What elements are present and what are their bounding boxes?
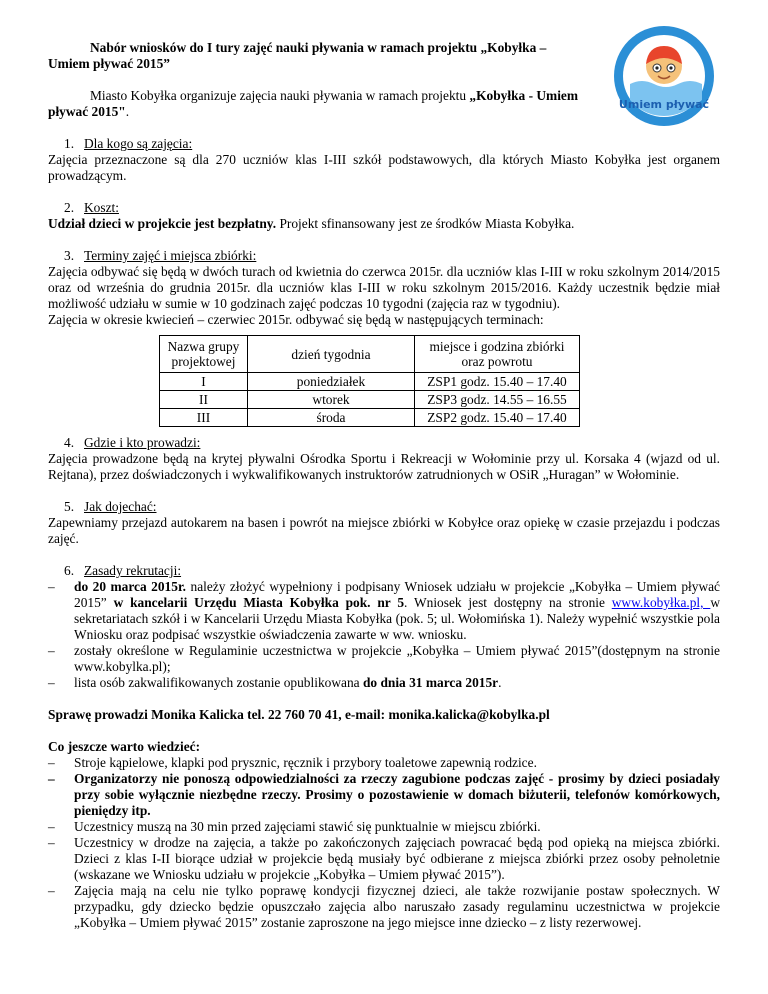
logo-text: Umiem pływać [618, 98, 710, 111]
document-body [48, 40, 720, 931]
extra-item-2: Organizatorzy nie ponoszą odpowiedzialności za rzeczy zagubione podczas zajęć - prosimy by dzieci posiadały przy sobie wyłącznie niezbędne rzeczy. Prosimy o pozostawienie w domach biżuterii, telefonów komórkowych, pieniędzy itp. [74, 771, 720, 818]
list-item [48, 883, 720, 931]
list-publication-tail: . [498, 675, 502, 690]
section-2-label: Koszt: [84, 200, 119, 215]
schedule-header-group: Nazwa grupy projektowej [160, 336, 248, 373]
section-3-body2: Zajęcia w okresie kwiecień – czerwiec 2015r. odbywać się będą w następujących terminach: [48, 312, 544, 327]
heading-line2: Umiem pływać 2015” [48, 56, 170, 71]
schedule-header-day: dzień tygodnia [248, 336, 415, 373]
section-1-label: Dla kogo są zajęcia: [84, 136, 193, 151]
table-row [160, 409, 580, 427]
section-4-label: Gdzie i kto prowadzi: [84, 435, 201, 450]
section-2-text: Projekt sfinansowany jest ze środków Miasta Kobyłka. [276, 216, 575, 231]
list-item [48, 755, 720, 771]
dash-bullet: – [48, 835, 55, 850]
schedule-cell-group: III [160, 409, 248, 427]
section-4-number: 4. [64, 435, 75, 450]
section-3-number: 3. [64, 248, 75, 263]
recruitment-text-2: . Wniosek jest dostępny na stronie [404, 595, 612, 610]
contact-line: Sprawę prowadzi Monika Kalicka tel. 22 760 70 41, e-mail: monika.kalicka@kobylka.pl [48, 707, 550, 722]
dash-bullet: – [48, 771, 55, 786]
dash-bullet: – [48, 883, 55, 898]
section-5-title [64, 499, 720, 515]
section-2-title [64, 200, 720, 216]
dash-bullet: – [48, 675, 55, 690]
deadline-bold: do 20 marca 2015r. [74, 579, 187, 594]
section-1-body: Zajęcia przeznaczone są dla 270 uczniów klas I-III szkół podstawowych, dla których Miasto Kobyłka jest organem prowadzącym. [48, 152, 720, 183]
intro-project-name-2: pływać 2015" [48, 104, 126, 119]
schedule-cell-group: II [160, 391, 248, 409]
section-2-number: 2. [64, 200, 75, 215]
intro-paragraph [48, 88, 720, 104]
schedule-cell-group: I [160, 373, 248, 391]
schedule-cell-place: ZSP3 godz. 14.55 – 16.55 [415, 391, 580, 409]
schedule-cell-place: ZSP2 godz. 15.40 – 17.40 [415, 409, 580, 427]
section-6-number: 6. [64, 563, 75, 578]
section-6-label: Zasady rekrutacji: [84, 563, 182, 578]
extra-item-1: Stroje kąpielowe, klapki pod prysznic, ręcznik i przybory toaletowe zapewnią rodzice. [74, 755, 537, 770]
list-publication-text: lista osób zakwalifikowanych zostanie opublikowana [74, 675, 363, 690]
schedule-cell-day: środa [248, 409, 415, 427]
office-bold: w kancelarii Urzędu Miasta Kobyłka pok. nr 5 [113, 595, 405, 610]
list-item [48, 819, 720, 835]
recruitment-text-1: należy złożyć wypełniony i podpisany Wniosek udziału w projekcie „Kobyłka – Umiem pływać 2015” [74, 579, 720, 610]
extra-item-4: Uczestnicy w drodze na zajęcia, a także po zakończonych zajęciach powracać będą pod opieką na miejsca zbiórki. Dzieci z klas I-II biorące udział w projekcie będą musiały być odbierane z miejsca zbiórki przez osoby pełnoletnie (wskazane we Wniosku udziału w projekcie „Kobyłka – Umiem pływać 2015”). [74, 835, 720, 882]
section-1-number: 1. [64, 136, 75, 151]
list-item [48, 579, 720, 643]
schedule-header-row [160, 336, 580, 373]
schedule-header-place: miejsce i godzina zbiórki oraz powrotu [415, 336, 580, 373]
list-item [48, 675, 720, 691]
section-2-body [48, 216, 720, 232]
kobylka-website-link[interactable]: www.kobyłka.pl, [611, 595, 711, 610]
section-5-body: Zapewniamy przejazd autokarem na basen i powrót na miejsce zbiórki w Kobyłce oraz opiekę w czasie przejazdu i podczas zajęć. [48, 515, 720, 546]
section-3-body: Zajęcia odbywać się będą w dwóch turach od kwietnia do czerwca 2015r. dla uczniów klas I-III w roku szkolnym 2014/2015 oraz od września do grudnia 2015r. dla uczniów klas I-III w roku szkolnym 2015/2016. Każdy uczestnik będzie miał możliwość udziału w sumie w 10 godzinach zajęć podczas 10 tygodni (zajęcia raz w tygodniu). [48, 264, 720, 311]
recruitment-list [48, 579, 720, 691]
intro-project-name: „Kobyłka - Umiem [469, 88, 579, 103]
extra-info-title: Co jeszcze warto wiedzieć: [48, 739, 201, 754]
section-5-number: 5. [64, 499, 75, 514]
section-3-label: Terminy zajęć i miejsca zbiórki: [84, 248, 257, 263]
section-1-title [64, 136, 720, 152]
section-6-title [64, 563, 720, 579]
intro-text: Miasto Kobyłka organizuje zajęcia nauki pływania w ramach projektu [90, 88, 470, 103]
dash-bullet: – [48, 755, 55, 770]
list-item [48, 771, 720, 819]
rules-text: zostały określone w Regulaminie uczestnictwa w projekcie „Kobyłka – Umiem pływać 2015”(dostępnym na stronie www.kobylka.pl); [74, 643, 720, 674]
table-row [160, 373, 580, 391]
section-2-bold: Udział dzieci w projekcie jest bezpłatny. [48, 216, 277, 231]
dash-bullet: – [48, 643, 55, 658]
section-3-title [64, 248, 720, 264]
list-item [48, 835, 720, 883]
extra-info-list [48, 755, 720, 931]
section-5-label: Jak dojechać: [84, 499, 157, 514]
list-item [48, 643, 720, 675]
schedule-table [159, 335, 580, 427]
intro-tail: . [125, 104, 130, 119]
dash-bullet: – [48, 579, 55, 594]
section-4-body: Zajęcia prowadzone będą na krytej pływalni Ośrodka Sportu i Rekreacji w Wołominie przy ul. Korsaka 4 (wjazd od ul. Rejtana), przez doświadczonych i wykwalifikowanych instruktorów zatrudnionych w OSiR „Huragan” w Wołominie. [48, 451, 720, 482]
intro-paragraph-line2 [48, 104, 720, 120]
schedule-cell-day: poniedziałek [248, 373, 415, 391]
heading-line1: Nabór wniosków do I tury zajęć nauki pływania w ramach projektu „Kobyłka – [90, 40, 547, 55]
section-4-title [64, 435, 720, 451]
schedule-cell-day: wtorek [248, 391, 415, 409]
list-publication-date: do dnia 31 marca 2015r [362, 675, 499, 690]
dash-bullet: – [48, 819, 55, 834]
schedule-cell-place: ZSP1 godz. 15.40 – 17.40 [415, 373, 580, 391]
extra-item-5: Zajęcia mają na celu nie tylko poprawę kondycji fizycznej dzieci, ale także rozwijanie postaw społecznych. W przypadku, gdy dziecko będzie opuszczało zajęcia albo naruszało zasady regulaminu uczestnictwa w projekcie „Kobyłka – Umiem pływać 2015” zostanie zaproszone na jego miejsce inne dziecko – z listy rezerwowej. [74, 883, 720, 930]
table-row [160, 391, 580, 409]
recruitment-text-3: w sekretariatach szkół i w Kancelarii Urzędu Miasta Kobyłka (pok. 5; ul. Wołomińska 1). Należy wypełnić wszystkie pola Wniosku oraz podpisać wszystkie oświadczenia zawarte w ww. wniosku. [74, 595, 721, 642]
extra-item-3: Uczestnicy muszą na 30 min przed zajęciami stawić się punktualnie w miejscu zbiórki. [74, 819, 541, 834]
